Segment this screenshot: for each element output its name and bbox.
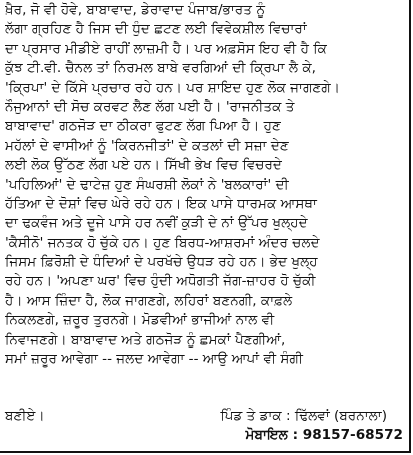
article-line: 'ਕ੍ਰਿਪਾ' ਦੇ ਕਿੱਸੇ ਪ੍ਰਚਾਰ ਰਹੇ ਹਨ। ਪਰ ਸ਼ਾਇਦ ਹੁਣ ਲੋਕ ਜਾਗਣਗੇ। (5, 79, 340, 96)
article-line: ਲੱਗਾ ਗ੍ਰਹਿਣ ਹੈ ਜਿਸ ਦੀ ਧੁੰਦ ਛਟਣ ਲਈ ਵਿਵੇਕਸ਼ੀਲ ਵਿਚਾਰਾਂ (5, 21, 307, 38)
article-line: ਨਿਵਾਜਣਗੇ। ਬਾਬਾਵਾਦ ਅਤੇ ਗਠਜੋੜ ਨੂੰ ਛਮਕਾਂ ਪੈਣਗੀਆਂ, (5, 331, 286, 348)
article-line: ਦਾ ਢਕਵੰਜ ਅਤੇ ਦੂਜੇ ਪਾਸੇ ਹਰ ਨਵੀਂ ਕੁੜੀ ਦੇ ਨਾਂ ਉੱਪਰ ਖੁਲ੍ਹਦੇ (5, 215, 308, 232)
article-line: ਹੈ। ਆਸ ਜ਼ਿੰਦਾ ਹੈ, ਲੋਕ ਜਾਗਣਗੇ, ਲਹਿਰਾਂ ਬਣਨਗੀ, ਕਾਫ਼ਲੇ (5, 292, 293, 309)
article-line: ਦਾ ਪ੍ਰਸਾਰ ਮੀਡੀਏ ਰਾਹੀਂ ਲਾਜ਼ਮੀ ਹੈ। ਪਰ ਅਫ਼ਸੋਸ ਇਹ ਵੀ ਹੈ ਕਿ (5, 40, 327, 57)
article-line: ਨੌਜੁਆਨਾਂ ਦੀ ਸੋਚ ਕਰਵਟ ਲੈਣ ਲੱਗ ਪਈ ਹੈ। 'ਰਾਜਨੀਤਕ ਤੇ (5, 98, 295, 115)
author-address: ਪਿੰਡ ਤੇ ਡਾਕ : ਢਿੱਲਵਾਂ (ਬਰਨਾਲਾ) (220, 408, 387, 424)
article-line: 'ਕੈਸੀਨੋ' ਜਨਤਕ ਹੋ ਚੁੱਕੇ ਹਨ। ਹੁਣ ਬਿਰਧ-ਆਸ਼ਰਮਾਂ ਅੰਦਰ ਚਲਦੇ (5, 234, 320, 251)
article-body (5, 1, 405, 369)
article-last-line: ਬਣੀਏ। (5, 408, 45, 424)
article-line: ਮਹੱਲਾਂ ਦੇ ਵਾਸੀਆਂ ਨੂੰ 'ਕਿਰਨਜੀਤਾਂ' ਦੇ ਕਤਲਾਂ ਦੀ ਸਜ਼ਾ ਦੇਣ (5, 137, 289, 154)
article-line: ਸਮਾਂ ਜ਼ਰੂਰ ਆਵੇਗਾ -- ਜਲਦ ਆਵੇਗਾ -- ਆਉ ਆਪਾਂ ਵੀ ਸੰਗੀ (5, 351, 303, 368)
article-line: ਨਿਕਲਣਗੇ, ਜ਼ਰੂਰ ਤੁਰਨਗੇ। ਮੋਡਵੀਆਂ ਭਾਜੀਆਂ ਨਾਲ ਵੀ (5, 312, 275, 329)
article-line: 'ਪਹਿਲਿਆਂ' ਦੇ ਢਾਟੇਜ਼ ਹੁਣ ਸੰਘਰਸ਼ੀ ਲੋਕਾਂ ਨੇ 'ਬਲਕਾਰਾਂ' ਦੀ (5, 176, 289, 193)
author-mobile: ਮੋਬਾਇਲ : 98157-68572 (245, 427, 403, 443)
article-line: ਰਹੇ ਹਨ। 'ਅਪਣਾ ਘਰ' ਵਿਚ ਹੁੰਦੀ ਅਧੋਗਤੀ ਜੱਗ-ਜ਼ਾਹਰ ਹੋ ਚੁੱਕੀ (5, 273, 316, 290)
article-line: ਖ਼ੈਰ, ਜੋ ਵੀ ਹੋਵੇ, ਬਾਬਾਵਾਦ, ਡੇਰਾਵਾਦ ਪੰਜਾਬ/ਭਾਰਤ ਨੂੰ (5, 2, 266, 18)
article-line: ਕੁੱਝ ਟੀ.ਵੀ. ਚੈਨਲ ਤਾਂ ਨਿਰਮਲ ਬਾਬੇ ਵਰਗਿਆਂ ਦੀ ਕ੍ਰਿਪਾ ਲੈ ਕੇ, (5, 60, 316, 77)
article-line: ਹੱਤਿਆ ਦੇ ਦੋਸ਼ਾਂ ਵਿਚ ਘੇਰੇ ਰਹੇ ਹਨ। ਇਕ ਪਾਸੇ ਧਾਰਮਕ ਆਸਥਾ (5, 195, 317, 212)
article-line: ਲਈ ਲੋਕ ਉੱਠਣ ਲੱਗ ਪਏ ਹਨ। ਸਿੱਖੀ ਭੇਖ ਵਿਚ ਵਿਚਰਦੇ (5, 157, 282, 174)
article-line: ਬਾਬਾਵਾਦ' ਗਠਜੋੜ ਦਾ ਠੀਕਰਾ ਫੁਟਣ ਲੱਗ ਪਿਆ ਹੈ। ਹੁਣ (5, 118, 281, 135)
article-line: ਜਿਸਮ ਫ਼ਿਰੋਸ਼ੀ ਦੇ ਧੰਦਿਆਂ ਦੇ ਪਰਖੱਚੇ ਉਧੜ ਰਹੇ ਹਨ। ਭੇਦ ਖੁਲ੍ਹ (5, 254, 318, 271)
